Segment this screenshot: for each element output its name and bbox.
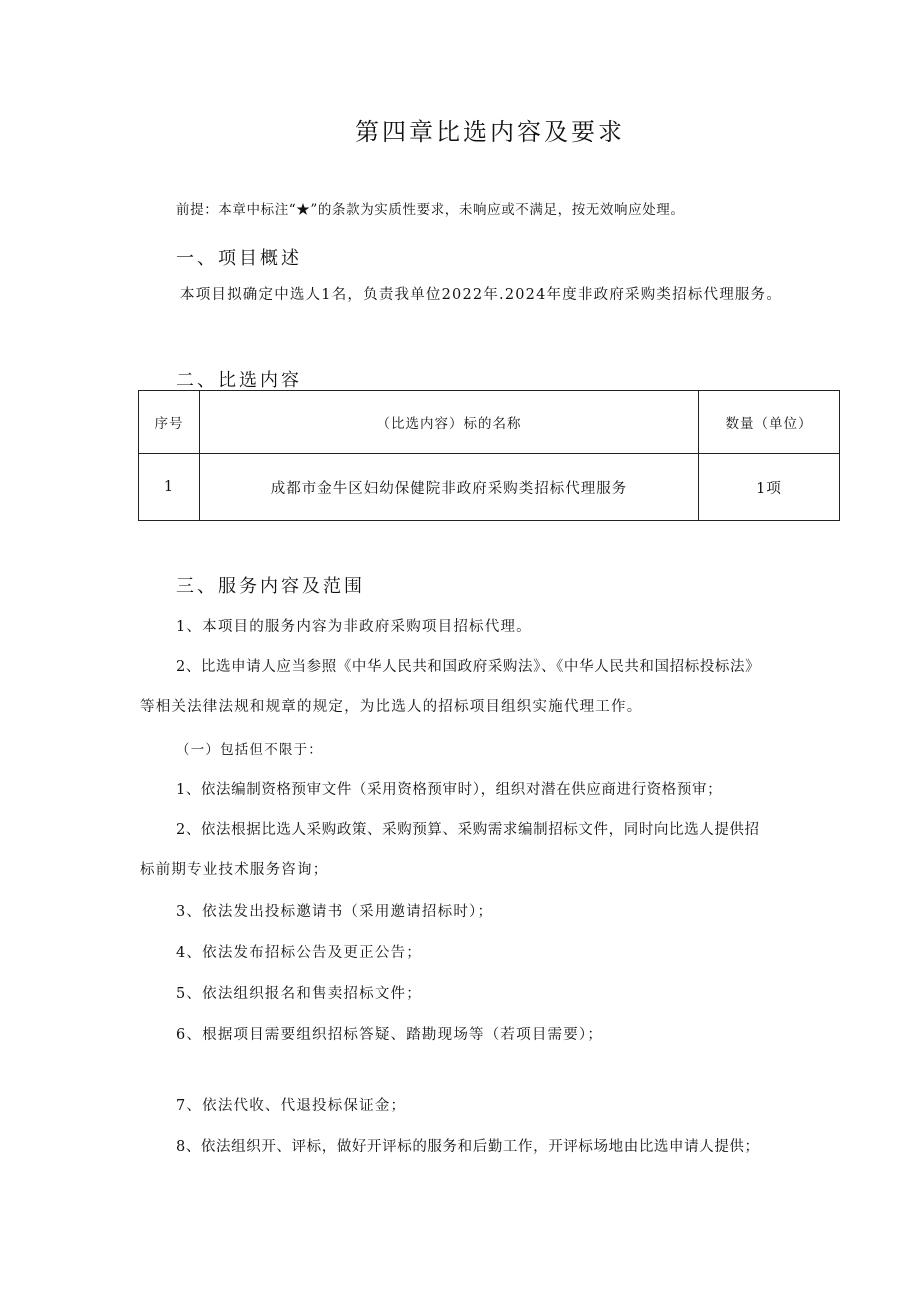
cell-index: 1 [139, 454, 200, 521]
header-cell-name: （比选内容）标的名称 [200, 391, 699, 454]
header-cell-index: 序号 [139, 391, 200, 454]
list-item-6: 6、根据项目需要组织招标答疑、踏勘现场等（若项目需要）； [176, 1027, 604, 1043]
list-item-2-line-2: 标前期专业技术服务咨询； [140, 862, 329, 878]
list-item-4: 4、依法发布招标公告及更正公告； [176, 945, 422, 961]
header-cell-quantity: 数量（单位） [699, 391, 840, 454]
section-1-text: 本项目拟确定中选人1名，负责我单位2022年.2024年度非政府采购类招标代理服务。 [180, 287, 783, 303]
table-row [139, 454, 840, 521]
list-item-7: 7、依法代收、代退投标保证金； [176, 1098, 407, 1114]
list-item-1: 1、依法编制资格预审文件（采用资格预审时），组织对潜在供应商进行资格预审； [176, 782, 723, 798]
section-3-para-2-line-2: 等相关法律法规和规章的规定，为比选人的招标项目组织实施代理工作。 [140, 699, 643, 715]
section-1-heading: 一、项目概述 [176, 248, 302, 269]
chapter-title: 第四章比选内容及要求 [355, 118, 625, 146]
table-header-row [139, 391, 840, 454]
section-3-para-1: 1、本项目的服务内容为非政府采购项目招标代理。 [176, 619, 532, 635]
premise-note: 前提：本章中标注“★”的条款为实质性要求，未响应或不满足，按无效响应处理。 [176, 202, 685, 218]
list-item-3: 3、依法发出投标邀请书（采用邀请招标时）； [176, 904, 494, 920]
section-2-heading: 二、比选内容 [176, 370, 302, 391]
sub-heading-scope: （一）包括但不限于： [176, 742, 323, 758]
bid-content-table [138, 390, 840, 521]
cell-quantity: 1项 [699, 454, 840, 521]
list-item-8: 8、依法组织开、评标，做好开评标的服务和后勤工作，开评标场地由比选申请人提供； [176, 1139, 760, 1155]
cell-name: 成都市金牛区妇幼保健院非政府采购类招标代理服务 [200, 454, 699, 521]
list-item-2-line-1: 2、依法根据比选人采购政策、采购预算、采购需求编制招标文件，同时向比选人提供招 [176, 822, 760, 838]
section-3-para-2-line-1: 2、比选申请人应当参照《中华人民共和国政府采购法》、《中华人民共和国招标投标法》 [176, 659, 761, 675]
list-item-5: 5、依法组织报名和售卖招标文件； [176, 986, 422, 1002]
section-3-heading: 三、服务内容及范围 [176, 576, 365, 597]
